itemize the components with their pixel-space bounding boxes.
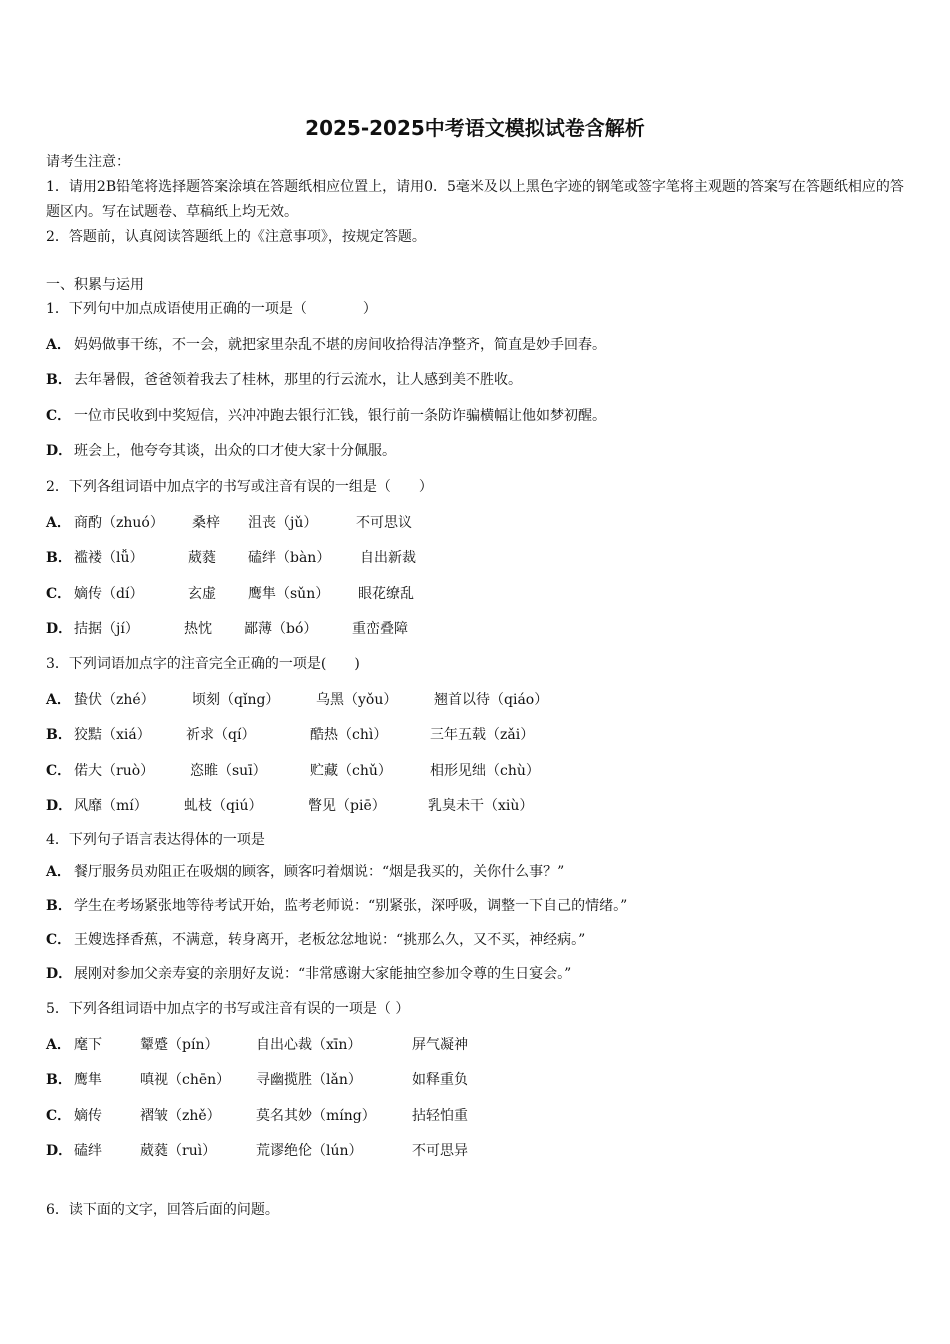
question-stem: 3．下列词语加点字的注音完全正确的一项是( ) bbox=[46, 656, 360, 672]
option-a bbox=[46, 860, 916, 894]
option-word: 鄙薄（bó） bbox=[244, 621, 318, 637]
option-word: 蛰伏（zhé） bbox=[74, 691, 155, 708]
option-b bbox=[46, 723, 916, 759]
option-word: 鹰隼（sǔn） bbox=[248, 585, 330, 602]
option-c bbox=[46, 404, 916, 440]
option-word: 眼花缭乱 bbox=[358, 585, 414, 602]
question-6 bbox=[46, 1198, 916, 1234]
option-word: 贮藏（chǔ） bbox=[310, 762, 392, 779]
option-label: A． bbox=[46, 1036, 71, 1053]
option-label: C． bbox=[46, 1107, 72, 1124]
option-word: 磕绊（bàn） bbox=[248, 550, 331, 566]
option-word: 拈轻怕重 bbox=[412, 1107, 468, 1124]
question-3 bbox=[46, 652, 916, 830]
option-label: D． bbox=[46, 621, 73, 637]
option-word: 嗔视（chēn） bbox=[140, 1072, 231, 1088]
option-label: B． bbox=[46, 550, 72, 566]
option-text: 学生在考场紧张地等待考试开始，监考老师说：“别紧张，深呼吸，调整一下自己的情绪。” bbox=[74, 898, 628, 914]
option-text: 去年暑假，爸爸领着我去了桂林，那里的行云流水，让人感到美不胜收。 bbox=[74, 372, 522, 388]
option-word: 莫名其妙（míng） bbox=[256, 1107, 376, 1124]
option-a bbox=[46, 1033, 916, 1069]
question-stem: 6．读下面的文字，回答后面的问题。 bbox=[46, 1202, 279, 1218]
option-word: 葳蕤 bbox=[188, 550, 216, 566]
notice-heading: 请考生注意： bbox=[46, 154, 130, 170]
option-label: D． bbox=[46, 966, 73, 982]
option-word: 葳蕤（ruì） bbox=[140, 1143, 217, 1159]
option-word: 磕绊 bbox=[74, 1143, 102, 1159]
option-word: 瞥见（piē） bbox=[308, 798, 386, 814]
option-word: 如释重负 bbox=[412, 1072, 468, 1088]
option-word: 麾下 bbox=[74, 1036, 102, 1053]
option-word: 酷热（chì） bbox=[310, 727, 388, 743]
option-label: D． bbox=[46, 443, 73, 459]
option-word: 褶皱（zhě） bbox=[140, 1107, 221, 1124]
option-word: 狡黠（xiá） bbox=[74, 727, 151, 743]
option-word: 相形见绌（chù） bbox=[430, 762, 540, 779]
option-label: C． bbox=[46, 762, 72, 779]
option-text: 一位市民收到中奖短信，兴冲冲跑去银行汇钱，银行前一条防诈骗横幅让他如梦初醒。 bbox=[74, 407, 606, 424]
option-word: 自出心裁（xīn） bbox=[256, 1036, 362, 1053]
notice-item: 1．请用2B铅笔将选择题答案涂填在答题纸相应位置上，请用0．5毫米及以上黑色字迹的钢笔或签字笔将主观题的答案写在答题纸相应的答题区内。写在试题卷、草稿纸上均无效。 bbox=[46, 179, 904, 220]
option-text: 餐厅服务员劝阻正在吸烟的顾客，顾客叼着烟说：“烟是我买的，关你什么事？” bbox=[74, 864, 565, 880]
option-label: A． bbox=[46, 336, 71, 353]
option-word: 荒谬绝伦（lún） bbox=[256, 1143, 363, 1159]
option-text: 妈妈做事干练，不一会，就把家里杂乱不堪的房间收拾得洁净整齐，简直是妙手回春。 bbox=[74, 336, 606, 353]
option-label: C． bbox=[46, 585, 72, 602]
option-b bbox=[46, 894, 916, 928]
option-word: 自出新裁 bbox=[360, 550, 416, 566]
option-word: 褴褛（lǚ） bbox=[74, 550, 144, 566]
option-label: A． bbox=[46, 514, 71, 531]
question-stem: 1．下列句中加点成语使用正确的一项是（ ） bbox=[46, 301, 377, 317]
question-stem: 2．下列各组词语中加点字的书写或注音有误的一组是（ ） bbox=[46, 479, 433, 495]
option-word: 不可思议 bbox=[356, 514, 412, 531]
option-d bbox=[46, 962, 916, 996]
option-word: 沮丧（jǔ） bbox=[248, 514, 318, 531]
option-c bbox=[46, 928, 916, 962]
option-b bbox=[46, 368, 916, 404]
option-label: A． bbox=[46, 691, 71, 708]
option-word: 嫡传 bbox=[74, 1107, 102, 1124]
option-word: 虬枝（qiú） bbox=[184, 798, 263, 814]
option-label: D． bbox=[46, 798, 73, 814]
option-word: 乌黑（yǒu） bbox=[316, 691, 398, 708]
option-label: C． bbox=[46, 932, 72, 948]
question-stem: 5．下列各组词语中加点字的书写或注音有误的一项是（ ） bbox=[46, 1001, 410, 1017]
option-c bbox=[46, 759, 916, 795]
question-5 bbox=[46, 997, 916, 1175]
option-b bbox=[46, 546, 916, 582]
option-word: 桑梓 bbox=[192, 514, 220, 531]
option-word: 风靡（mí） bbox=[74, 798, 148, 814]
option-word: 颦蹙（pín） bbox=[140, 1036, 219, 1053]
option-word: 不可思异 bbox=[412, 1143, 468, 1159]
option-text: 王嫂选择香蕉，不满意，转身离开，老板忿忿地说：“挑那么久，又不买，神经病。” bbox=[74, 932, 586, 948]
option-word: 翘首以待（qiáo） bbox=[434, 691, 549, 708]
option-word: 热忱 bbox=[184, 621, 212, 637]
notice-item: 2．答题前，认真阅读答题纸上的《注意事项》，按规定答题。 bbox=[46, 229, 426, 245]
option-d bbox=[46, 439, 916, 475]
option-label: D． bbox=[46, 1143, 73, 1159]
option-word: 顷刻（qǐng） bbox=[192, 691, 280, 708]
option-b bbox=[46, 1068, 916, 1104]
option-word: 屏气凝神 bbox=[412, 1036, 468, 1053]
notice-block bbox=[46, 150, 906, 250]
option-label: A． bbox=[46, 864, 71, 880]
option-label: B． bbox=[46, 898, 72, 914]
option-text: 展刚对参加父亲寿宴的亲朋好友说：“非常感谢大家能抽空参加令尊的生日宴会。” bbox=[74, 966, 572, 982]
option-word: 拮据（jí） bbox=[74, 621, 139, 637]
option-text: 班会上，他夸夸其谈，出众的口才使大家十分佩服。 bbox=[74, 443, 396, 459]
question-stem: 4．下列句子语言表达得体的一项是 bbox=[46, 832, 265, 848]
option-word: 祈求（qí） bbox=[186, 727, 256, 743]
option-label: B． bbox=[46, 372, 72, 388]
option-a bbox=[46, 688, 916, 724]
option-d bbox=[46, 617, 916, 653]
option-c bbox=[46, 1104, 916, 1140]
option-label: B． bbox=[46, 1072, 72, 1088]
option-word: 寻幽揽胜（lǎn） bbox=[256, 1072, 362, 1088]
option-label: C． bbox=[46, 407, 72, 424]
option-word: 三年五载（zǎi） bbox=[430, 727, 535, 743]
option-a bbox=[46, 511, 916, 547]
question-2 bbox=[46, 475, 916, 653]
option-word: 玄虚 bbox=[188, 585, 216, 602]
option-word: 鹰隼 bbox=[74, 1072, 102, 1088]
question-4 bbox=[46, 828, 916, 996]
section-heading: 一、积累与运用 bbox=[46, 277, 144, 293]
option-d bbox=[46, 1139, 916, 1175]
option-label: B． bbox=[46, 727, 72, 743]
option-word: 偌大（ruò） bbox=[74, 762, 155, 779]
option-c bbox=[46, 582, 916, 618]
option-d bbox=[46, 794, 916, 830]
option-word: 嫡传（dí） bbox=[74, 585, 144, 602]
option-word: 乳臭未干（xiù） bbox=[428, 798, 534, 814]
option-a bbox=[46, 333, 916, 369]
option-word: 重峦叠障 bbox=[352, 621, 408, 637]
page-title: 2025-2025中考语文模拟试卷含解析 bbox=[305, 116, 645, 140]
option-word: 恣睢（suī） bbox=[190, 762, 267, 779]
option-word: 商酌（zhuó） bbox=[74, 514, 164, 531]
question-1 bbox=[46, 297, 916, 475]
